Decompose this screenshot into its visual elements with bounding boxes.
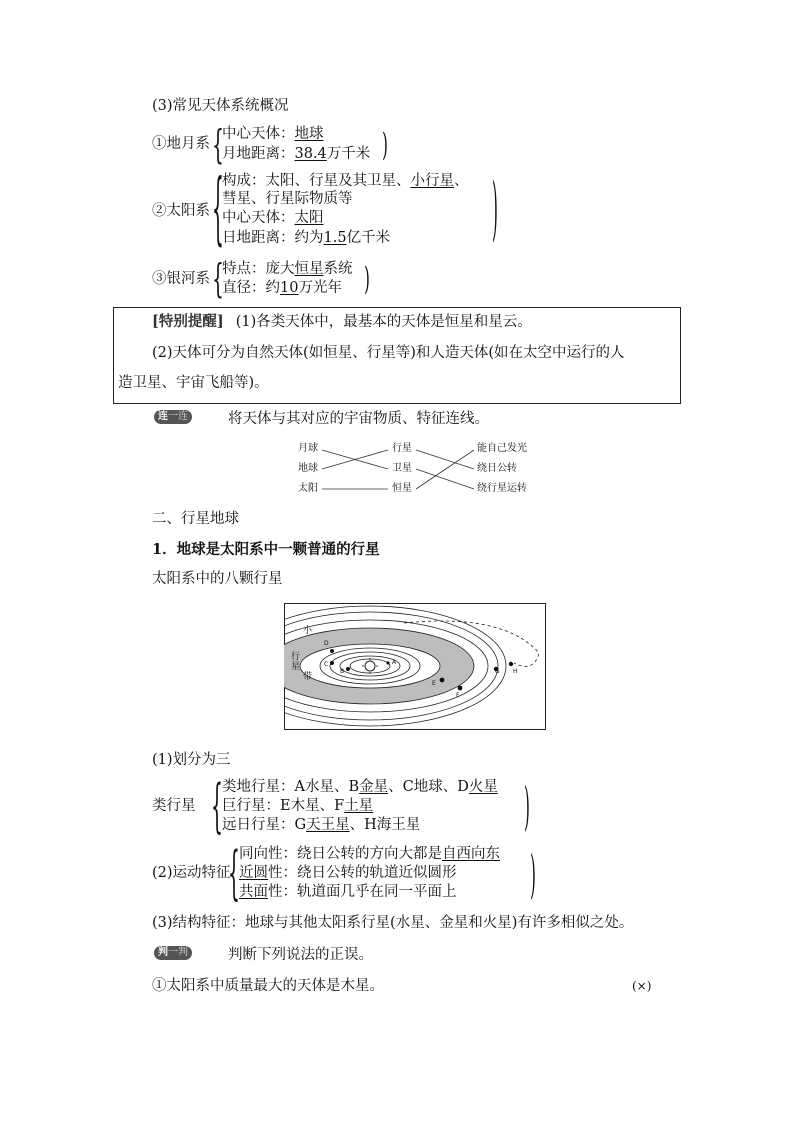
- label-g: G: [495, 668, 500, 675]
- earth-moon-center: 中心天体：地球: [222, 126, 324, 142]
- belt-label-3: 星: [291, 662, 301, 672]
- section-2-heading: 二、行星地球: [152, 511, 239, 527]
- motion-near-circular: 近圆性：绕日公转的轨道近似圆形: [239, 865, 457, 881]
- motion-same-direction: 同向性：绕日公转的方向大都是自西向东: [239, 846, 500, 862]
- right-item-orbit-sun: 绕日公转: [477, 463, 517, 474]
- solar-center: 中心天体：太阳: [222, 210, 324, 226]
- belt-label-2: 行: [291, 652, 301, 662]
- left-item-earth: 地球: [298, 463, 318, 474]
- solar-composition-cont: 彗星、行星际物质等: [222, 191, 353, 207]
- judge-answer-1: (×): [632, 979, 652, 993]
- middle-item-planet: 行星: [392, 443, 412, 454]
- right-paren: ): [364, 260, 370, 298]
- link-prompt: 将天体与其对应的宇宙物质、特征连线。: [228, 411, 489, 427]
- link-line: [416, 469, 474, 489]
- judge-badge: 判一判: [154, 946, 192, 960]
- special-reminder-line-2: (2)天体可分为自然天体(如恒星、行星等)和人造天体(如在太空中运行的人: [152, 345, 625, 361]
- classify-lead: 类行星: [152, 798, 196, 814]
- right-paren: ): [530, 846, 536, 906]
- planet-f: [458, 686, 463, 691]
- label-a: A: [392, 659, 397, 666]
- classify-title: (1)划分为三: [152, 752, 231, 768]
- judge-question-1: ①太阳系中质量最大的天体是木星。: [152, 978, 384, 994]
- label-f: F: [456, 692, 460, 699]
- matching-lines: [290, 442, 540, 498]
- right-paren: ): [382, 126, 388, 164]
- left-brace: {: [212, 163, 224, 256]
- left-item-moon: 月球: [298, 443, 318, 454]
- subsection-1-heading: 1．地球是太阳系中一颗普通的行星: [152, 541, 380, 558]
- left-brace: {: [212, 122, 224, 169]
- solar-composition: 构成：太阳、行星及其卫星、小行星、: [222, 173, 469, 189]
- right-item-self-luminous: 能自己发光: [477, 443, 527, 454]
- belt-label-1: 小: [303, 626, 313, 636]
- solar-system-label: ②太阳系: [152, 203, 210, 219]
- left-brace: {: [211, 772, 223, 841]
- link-badge: 连一连: [154, 410, 192, 424]
- middle-item-star: 恒星: [392, 483, 412, 494]
- right-paren: ): [492, 169, 498, 251]
- planet-e: [440, 678, 445, 683]
- belt-label-4: 带: [303, 672, 313, 682]
- left-brace: {: [228, 839, 240, 908]
- terrestrial-planets: 类地行星：A水星、B金星、C地球、D火星: [222, 779, 498, 795]
- label-b: B: [340, 668, 345, 675]
- label-d: D: [324, 640, 329, 647]
- right-item-orbit-planet: 绕行星运转: [477, 483, 527, 494]
- milky-way-diameter: 直径：约10万光年: [222, 280, 342, 296]
- planet-c: [330, 661, 334, 665]
- structure-feature: (3)结构特征：地球与其他太阳系行星(水星、金星和火星)有许多相似之处。: [152, 915, 634, 931]
- milky-way-label: ③银河系: [152, 271, 210, 287]
- middle-item-satellite: 卫星: [392, 463, 412, 474]
- special-reminder-tag: [特别提醒]: [152, 313, 224, 330]
- sun-icon: [365, 661, 375, 671]
- right-paren: ): [524, 778, 530, 838]
- left-item-sun: 太阳: [298, 483, 318, 494]
- left-brace: {: [212, 256, 224, 303]
- special-reminder-line-1: [特别提醒] (1)各类天体中，最基本的天体是恒星和星云。: [152, 313, 532, 330]
- matching-exercise: [290, 442, 540, 498]
- section-3-title: (3)常见天体系统概况: [152, 98, 289, 114]
- planet-d: [330, 649, 334, 653]
- label-e: E: [432, 680, 436, 687]
- link-line: [416, 450, 474, 469]
- label-c: C: [324, 661, 329, 668]
- motion-lead: (2)运动特征: [152, 865, 231, 881]
- eight-planets-caption: 太阳系中的八颗行星: [152, 571, 283, 587]
- earth-moon-label: ①地月系: [152, 136, 210, 152]
- planet-a: [386, 661, 389, 664]
- label-h: H: [513, 668, 518, 675]
- solar-distance: 日地距离：约为1.5亿千米: [222, 230, 391, 246]
- judge-prompt: 判断下列说法的正误。: [228, 947, 373, 963]
- milky-way-feature: 特点：庞大恒星系统: [222, 261, 353, 277]
- solar-system-diagram: [284, 603, 546, 730]
- earth-moon-distance: 月地距离：38.4万千米: [222, 146, 371, 162]
- giant-planets: 巨行星：E木星、F土星: [222, 798, 374, 814]
- motion-coplanar: 共面性：轨道面几乎在同一平面上: [239, 884, 457, 900]
- outer-planets: 远日行星：G天王星、H海王星: [222, 817, 421, 833]
- planet-h: [509, 662, 513, 666]
- link-line: [416, 450, 474, 489]
- special-reminder-line-3: 造卫星、宇宙飞船等)。: [118, 375, 269, 391]
- planet-b: [346, 667, 350, 671]
